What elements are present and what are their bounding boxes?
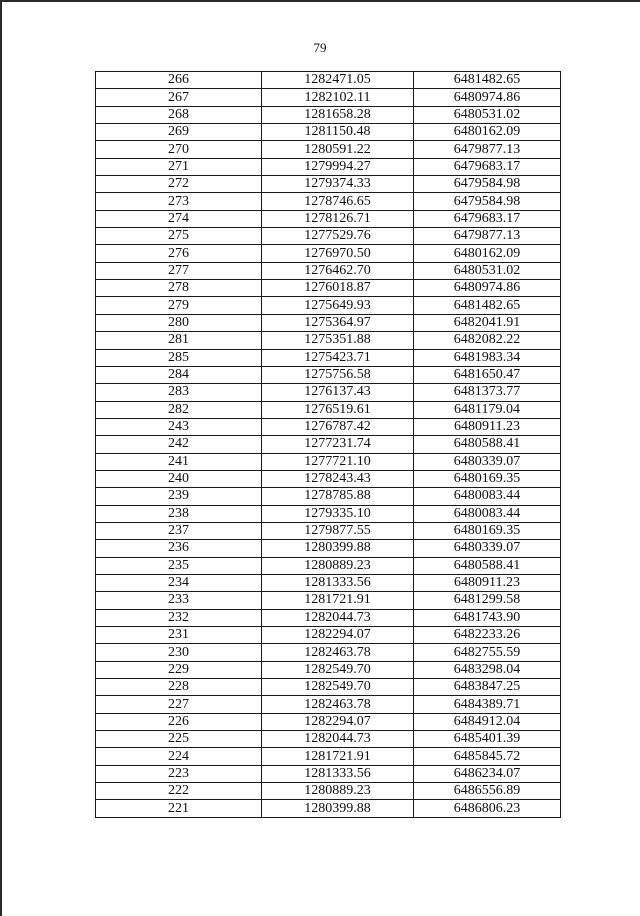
x-coordinate-cell: 1275649.93: [262, 297, 414, 314]
y-coordinate-cell: 6481983.34: [414, 349, 561, 366]
table-row: [96, 470, 561, 487]
point-number-cell: 282: [96, 401, 262, 418]
coordinate-table-body: [96, 72, 561, 818]
x-coordinate-cell: 1282463.78: [262, 696, 414, 713]
y-coordinate-cell: 6480974.86: [414, 89, 561, 106]
x-coordinate-cell: 1281721.91: [262, 748, 414, 765]
x-coordinate-cell: 1282549.70: [262, 661, 414, 678]
point-number-cell: 280: [96, 314, 262, 331]
table-row: [96, 713, 561, 730]
y-coordinate-cell: 6480588.41: [414, 436, 561, 453]
x-coordinate-cell: 1277721.10: [262, 453, 414, 470]
point-number-cell: 278: [96, 280, 262, 297]
y-coordinate-cell: 6480169.35: [414, 470, 561, 487]
table-row: [96, 696, 561, 713]
y-coordinate-cell: 6479584.98: [414, 176, 561, 193]
x-coordinate-cell: 1277529.76: [262, 228, 414, 245]
table-row: [96, 748, 561, 765]
table-row: [96, 314, 561, 331]
x-coordinate-cell: 1276462.70: [262, 262, 414, 279]
point-number-cell: 235: [96, 557, 262, 574]
x-coordinate-cell: 1278746.65: [262, 193, 414, 210]
x-coordinate-cell: 1279994.27: [262, 158, 414, 175]
y-coordinate-cell: 6480339.07: [414, 453, 561, 470]
y-coordinate-cell: 6480588.41: [414, 557, 561, 574]
x-coordinate-cell: 1278243.43: [262, 470, 414, 487]
y-coordinate-cell: 6479584.98: [414, 193, 561, 210]
table-row: [96, 141, 561, 158]
y-coordinate-cell: 6481650.47: [414, 366, 561, 383]
table-row: [96, 297, 561, 314]
table-row: [96, 661, 561, 678]
x-coordinate-cell: 1282102.11: [262, 89, 414, 106]
table-row: [96, 609, 561, 626]
y-coordinate-cell: 6481179.04: [414, 401, 561, 418]
table-row: [96, 384, 561, 401]
y-coordinate-cell: 6480162.09: [414, 245, 561, 262]
table-row: [96, 332, 561, 349]
y-coordinate-cell: 6481482.65: [414, 72, 561, 89]
point-number-cell: 271: [96, 158, 262, 175]
y-coordinate-cell: 6486556.89: [414, 783, 561, 800]
table-row: [96, 176, 561, 193]
y-coordinate-cell: 6486806.23: [414, 800, 561, 817]
point-number-cell: 237: [96, 522, 262, 539]
table-row: [96, 540, 561, 557]
point-number-cell: 239: [96, 488, 262, 505]
x-coordinate-cell: 1281333.56: [262, 574, 414, 591]
table-row: [96, 349, 561, 366]
point-number-cell: 222: [96, 783, 262, 800]
x-coordinate-cell: 1275423.71: [262, 349, 414, 366]
x-coordinate-cell: 1281658.28: [262, 106, 414, 123]
y-coordinate-cell: 6480911.23: [414, 418, 561, 435]
x-coordinate-cell: 1275351.88: [262, 332, 414, 349]
point-number-cell: 241: [96, 453, 262, 470]
table-row: [96, 89, 561, 106]
y-coordinate-cell: 6479877.13: [414, 228, 561, 245]
table-row: [96, 245, 561, 262]
x-coordinate-cell: 1275364.97: [262, 314, 414, 331]
x-coordinate-cell: 1276970.50: [262, 245, 414, 262]
table-row: [96, 72, 561, 89]
table-row: [96, 418, 561, 435]
y-coordinate-cell: 6483847.25: [414, 679, 561, 696]
x-coordinate-cell: 1280399.88: [262, 540, 414, 557]
point-number-cell: 269: [96, 124, 262, 141]
y-coordinate-cell: 6485845.72: [414, 748, 561, 765]
y-coordinate-cell: 6479683.17: [414, 158, 561, 175]
y-coordinate-cell: 6480162.09: [414, 124, 561, 141]
point-number-cell: 236: [96, 540, 262, 557]
table-row: [96, 488, 561, 505]
point-number-cell: 240: [96, 470, 262, 487]
y-coordinate-cell: 6483298.04: [414, 661, 561, 678]
table-row: [96, 627, 561, 644]
point-number-cell: 225: [96, 731, 262, 748]
coordinate-table: [95, 71, 561, 818]
y-coordinate-cell: 6482755.59: [414, 644, 561, 661]
point-number-cell: 272: [96, 176, 262, 193]
y-coordinate-cell: 6481299.58: [414, 592, 561, 609]
table-row: [96, 592, 561, 609]
point-number-cell: 266: [96, 72, 262, 89]
point-number-cell: 275: [96, 228, 262, 245]
point-number-cell: 233: [96, 592, 262, 609]
x-coordinate-cell: 1275756.58: [262, 366, 414, 383]
page-number: 79: [313, 40, 327, 55]
x-coordinate-cell: 1282471.05: [262, 72, 414, 89]
y-coordinate-cell: 6480169.35: [414, 522, 561, 539]
table-row: [96, 557, 561, 574]
x-coordinate-cell: 1282294.07: [262, 713, 414, 730]
point-number-cell: 283: [96, 384, 262, 401]
x-coordinate-cell: 1276018.87: [262, 280, 414, 297]
table-row: [96, 366, 561, 383]
y-coordinate-cell: 6481743.90: [414, 609, 561, 626]
table-row: [96, 228, 561, 245]
y-coordinate-cell: 6480083.44: [414, 488, 561, 505]
y-coordinate-cell: 6484912.04: [414, 713, 561, 730]
point-number-cell: 223: [96, 765, 262, 782]
point-number-cell: 281: [96, 332, 262, 349]
y-coordinate-cell: 6479683.17: [414, 210, 561, 227]
y-coordinate-cell: 6481373.77: [414, 384, 561, 401]
y-coordinate-cell: 6486234.07: [414, 765, 561, 782]
y-coordinate-cell: 6485401.39: [414, 731, 561, 748]
table-row: [96, 453, 561, 470]
x-coordinate-cell: 1276137.43: [262, 384, 414, 401]
x-coordinate-cell: 1277231.74: [262, 436, 414, 453]
y-coordinate-cell: 6479877.13: [414, 141, 561, 158]
point-number-cell: 242: [96, 436, 262, 453]
point-number-cell: 232: [96, 609, 262, 626]
y-coordinate-cell: 6482041.91: [414, 314, 561, 331]
point-number-cell: 273: [96, 193, 262, 210]
point-number-cell: 230: [96, 644, 262, 661]
x-coordinate-cell: 1279877.55: [262, 522, 414, 539]
table-row: [96, 193, 561, 210]
x-coordinate-cell: 1282463.78: [262, 644, 414, 661]
point-number-cell: 238: [96, 505, 262, 522]
y-coordinate-cell: 6480083.44: [414, 505, 561, 522]
point-number-cell: 226: [96, 713, 262, 730]
y-coordinate-cell: 6481482.65: [414, 297, 561, 314]
y-coordinate-cell: 6480531.02: [414, 262, 561, 279]
y-coordinate-cell: 6482233.26: [414, 627, 561, 644]
x-coordinate-cell: 1280889.23: [262, 557, 414, 574]
table-row: [96, 800, 561, 817]
x-coordinate-cell: 1281150.48: [262, 124, 414, 141]
table-row: [96, 765, 561, 782]
point-number-cell: 227: [96, 696, 262, 713]
point-number-cell: 284: [96, 366, 262, 383]
point-number-cell: 279: [96, 297, 262, 314]
x-coordinate-cell: 1282549.70: [262, 679, 414, 696]
table-row: [96, 106, 561, 123]
x-coordinate-cell: 1280591.22: [262, 141, 414, 158]
table-row: [96, 731, 561, 748]
point-number-cell: 228: [96, 679, 262, 696]
point-number-cell: 267: [96, 89, 262, 106]
x-coordinate-cell: 1278126.71: [262, 210, 414, 227]
y-coordinate-cell: 6480974.86: [414, 280, 561, 297]
point-number-cell: 274: [96, 210, 262, 227]
point-number-cell: 268: [96, 106, 262, 123]
table-row: [96, 679, 561, 696]
point-number-cell: 221: [96, 800, 262, 817]
x-coordinate-cell: 1276787.42: [262, 418, 414, 435]
table-row: [96, 505, 561, 522]
table-row: [96, 262, 561, 279]
x-coordinate-cell: 1281721.91: [262, 592, 414, 609]
point-number-cell: 277: [96, 262, 262, 279]
table-row: [96, 783, 561, 800]
point-number-cell: 276: [96, 245, 262, 262]
x-coordinate-cell: 1281333.56: [262, 765, 414, 782]
table-row: [96, 124, 561, 141]
x-coordinate-cell: 1276519.61: [262, 401, 414, 418]
table-row: [96, 436, 561, 453]
point-number-cell: 243: [96, 418, 262, 435]
x-coordinate-cell: 1279374.33: [262, 176, 414, 193]
table-row: [96, 210, 561, 227]
point-number-cell: 234: [96, 574, 262, 591]
x-coordinate-cell: 1282044.73: [262, 609, 414, 626]
table-row: [96, 574, 561, 591]
x-coordinate-cell: 1280889.23: [262, 783, 414, 800]
y-coordinate-cell: 6480531.02: [414, 106, 561, 123]
point-number-cell: 229: [96, 661, 262, 678]
y-coordinate-cell: 6480339.07: [414, 540, 561, 557]
table-row: [96, 522, 561, 539]
point-number-cell: 224: [96, 748, 262, 765]
point-number-cell: 231: [96, 627, 262, 644]
y-coordinate-cell: 6484389.71: [414, 696, 561, 713]
point-number-cell: 270: [96, 141, 262, 158]
table-row: [96, 280, 561, 297]
x-coordinate-cell: 1278785.88: [262, 488, 414, 505]
point-number-cell: 285: [96, 349, 262, 366]
x-coordinate-cell: 1280399.88: [262, 800, 414, 817]
table-row: [96, 401, 561, 418]
y-coordinate-cell: 6482082.22: [414, 332, 561, 349]
x-coordinate-cell: 1282044.73: [262, 731, 414, 748]
x-coordinate-cell: 1282294.07: [262, 627, 414, 644]
table-row: [96, 158, 561, 175]
y-coordinate-cell: 6480911.23: [414, 574, 561, 591]
table-row: [96, 644, 561, 661]
x-coordinate-cell: 1279335.10: [262, 505, 414, 522]
